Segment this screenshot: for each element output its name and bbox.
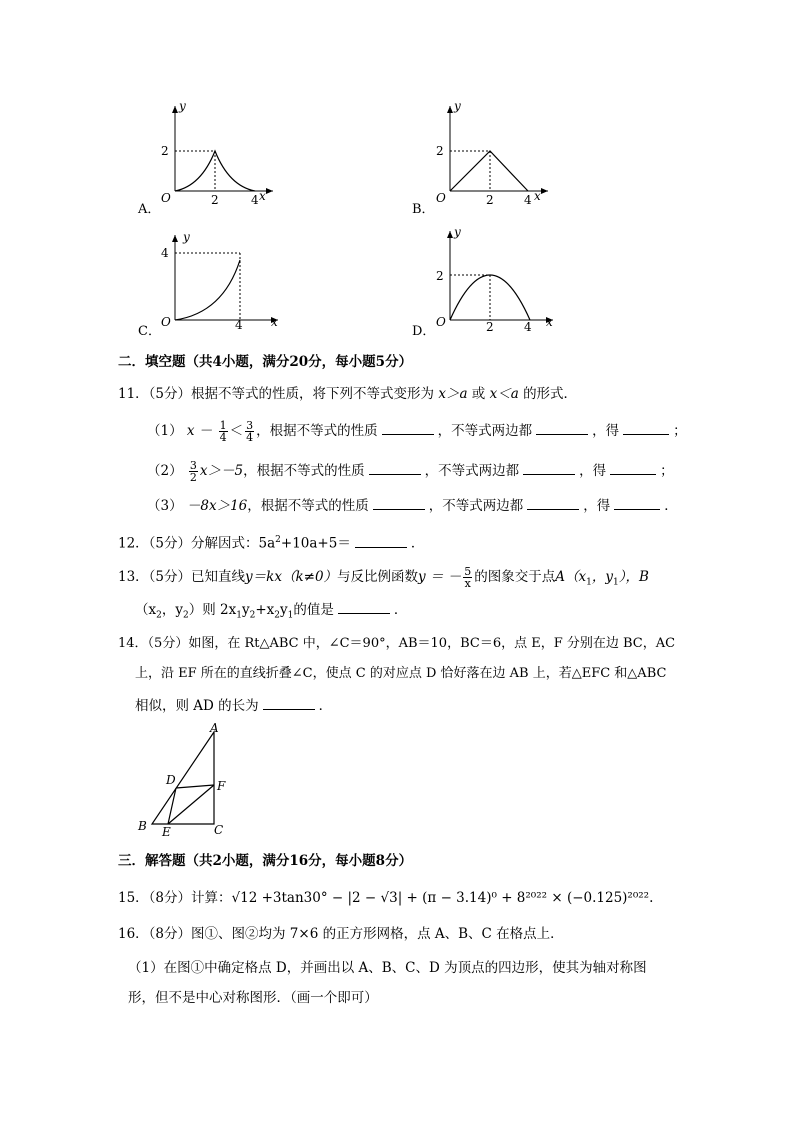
q12 <box>118 530 424 554</box>
q15: 15．（8分）计算：√12 +3tan30° − |2 − √3| + (π − 3.14)⁰ + 8²⁰²² × (−0.125)²⁰²². <box>118 890 654 906</box>
frac-numerator: 3 <box>246 419 254 432</box>
q11-end: ； <box>673 423 687 439</box>
frac-denominator: 2 <box>189 471 197 484</box>
answer-blank[interactable] <box>614 497 660 510</box>
origin-label: O <box>161 191 171 205</box>
q13-text: 的图象交于点 <box>474 569 556 585</box>
x-tick: 4 <box>524 193 532 207</box>
q13-text: y <box>280 602 288 618</box>
origin-label: O <box>436 191 446 205</box>
answer-blank[interactable] <box>382 422 434 435</box>
q14-line2: 上，沿 EF 所在的直线折叠∠C，使点 C 的对应点 D 恰好落在边 AB 上，若△EFC 和△ABC <box>135 666 667 681</box>
vertex-a: A <box>210 721 219 735</box>
y-tick: 4 <box>161 246 169 260</box>
frac-denominator: 4 <box>219 431 227 444</box>
q13-text: ）则 2x <box>188 602 237 618</box>
x-tick: 4 <box>251 193 259 207</box>
q11-text: ，不等式两边都 <box>424 463 520 479</box>
q11-text: ，不等式两边都 <box>437 423 533 439</box>
y-tick: 2 <box>161 144 169 158</box>
q13-point: A（x <box>555 569 587 585</box>
section-3-title: 三．解答题（共2小题，满分16分，每小题8分） <box>118 853 413 869</box>
y-axis-label: y <box>454 99 461 113</box>
x-axis-label: x <box>271 315 278 329</box>
q14-line3 <box>135 696 332 716</box>
q12-rest: +10a+5＝ <box>280 535 351 552</box>
q12-text: 12．（5分）分解因式：5a <box>118 535 276 552</box>
point-e: E <box>162 825 171 839</box>
q11-form2: x＜a <box>489 386 519 402</box>
point-d: D <box>166 773 176 787</box>
q13-line2 <box>135 600 407 626</box>
x-axis-label: x <box>534 189 541 203</box>
y-tick: 2 <box>436 144 444 158</box>
q11-text: ，根据不等式的性质 <box>256 423 378 439</box>
q12-sup: 2 <box>275 535 281 545</box>
q13-sub: 1 <box>287 610 294 621</box>
point-f: F <box>217 779 226 793</box>
option-b-label: B． <box>412 202 435 217</box>
option-a-label: A． <box>138 202 161 217</box>
q13-sub: 2 <box>156 610 162 621</box>
q11-or: 或 <box>471 386 486 402</box>
frac-denominator: 4 <box>246 431 254 444</box>
q14-figure <box>130 720 240 840</box>
q13-text: ，y <box>161 602 183 618</box>
q11-p1-label: （1） <box>147 423 183 439</box>
option-d-label: D． <box>412 324 436 339</box>
q11-p2-frac <box>189 460 198 483</box>
q11-text: ，得 <box>592 423 620 439</box>
q11-p3-label: （3） <box>147 498 183 514</box>
frac-numerator: 5 <box>464 565 472 578</box>
answer-blank[interactable] <box>355 535 407 548</box>
q11-p3-expr: －8x＞16 <box>186 498 248 514</box>
q13-frac <box>463 566 472 589</box>
q13-text: +x <box>255 602 275 618</box>
x-tick: 4 <box>235 318 243 332</box>
frac-numerator: 1 <box>219 419 227 432</box>
answer-blank[interactable] <box>373 497 425 510</box>
q13-line1 <box>118 566 649 593</box>
q14-line1: 14．（5分）如图，在 Rt△ABC 中，∠C＝90°，AB＝10，BC＝6，点 E，F 分别在边 BC，AC <box>118 636 676 651</box>
triangle-figure <box>130 720 240 840</box>
origin-label: O <box>161 315 171 329</box>
y-axis-label: y <box>183 230 190 244</box>
q11-p2-label: （2） <box>147 463 183 479</box>
q11-text: ，得 <box>583 498 611 514</box>
q16-line3: 形，但不是中心对称图形．（画一个即可） <box>128 990 378 1006</box>
x-tick: 4 <box>524 320 532 334</box>
q13-sub: 2 <box>183 610 189 621</box>
answer-blank[interactable] <box>263 697 315 710</box>
x-tick: 2 <box>486 320 494 334</box>
y-tick: 2 <box>436 269 444 283</box>
q13-point: ），B <box>618 569 649 585</box>
q11-part2 <box>147 460 674 483</box>
option-c-label: C． <box>138 324 161 339</box>
q11-p1-frac2 <box>245 420 254 443</box>
q11-stem-text: 11．（5分）根据不等式的性质，将下列不等式变形为 <box>118 386 435 402</box>
q14-end: ． <box>318 698 333 714</box>
q13-sub: 1 <box>613 577 619 588</box>
q13-text: y <box>241 602 250 618</box>
q13-line-eq: y＝kx（k≠0） <box>245 569 338 585</box>
q11-p1-expr: x － <box>186 423 213 439</box>
x-axis-label: x <box>546 315 553 329</box>
q13-text: （x <box>135 602 157 618</box>
answer-blank[interactable] <box>523 462 575 475</box>
answer-blank[interactable] <box>536 422 588 435</box>
q11-end: ． <box>664 498 678 514</box>
q11-part3 <box>147 496 678 516</box>
q14-text: 相似，则 AD 的长为 <box>135 698 259 714</box>
answer-blank[interactable] <box>338 601 390 614</box>
x-tick: 2 <box>486 193 494 207</box>
answer-blank[interactable] <box>527 497 579 510</box>
q11-p1-lt: ＜ <box>229 423 244 439</box>
q13-sub: 1 <box>586 577 592 588</box>
q13-sub: 2 <box>249 610 256 621</box>
q13-point: ，y <box>591 569 614 585</box>
answer-blank[interactable] <box>369 462 421 475</box>
q11-text: ，根据不等式的性质 <box>243 463 365 479</box>
q13-text: 与反比例函数 <box>337 569 419 585</box>
q11-text: ，根据不等式的性质 <box>247 498 369 514</box>
q13-end: ． <box>393 602 408 618</box>
q13-text: 13．（5分）已知直线 <box>118 569 246 585</box>
answer-blank[interactable] <box>623 422 669 435</box>
q11-end: ； <box>660 463 674 479</box>
q11-text: ，得 <box>579 463 607 479</box>
y-axis-label: y <box>179 99 186 113</box>
vertex-c: C <box>214 823 224 837</box>
x-tick: 2 <box>211 193 219 207</box>
q16-line2: （1）在图①中确定格点 D，并画出以 A、B、C、D 为顶点的四边形，使其为轴对称图 <box>128 960 647 976</box>
q12-end: ． <box>410 535 425 552</box>
q11-stem-tail: 的形式． <box>523 386 578 402</box>
vertex-b: B <box>138 819 147 833</box>
q11-part1 <box>147 420 687 443</box>
section-2-title: 二．填空题（共4小题，满分20分，每小题5分） <box>118 354 413 370</box>
q11-stem <box>118 384 577 404</box>
q13-func: y ＝ － <box>418 569 462 585</box>
x-axis-label: x <box>259 189 266 203</box>
q13-text: 的值是 <box>293 602 334 618</box>
frac-denominator: x <box>464 577 471 590</box>
frac-numerator: 3 <box>189 459 197 472</box>
q11-p2-expr: x＞－5 <box>199 463 244 479</box>
answer-blank[interactable] <box>610 462 656 475</box>
q13-sub: 2 <box>274 610 281 621</box>
q16-line1: 16．（8分）图①、图②均为 7×6 的正方形网格，点 A、B、C 在格点上． <box>118 926 564 942</box>
q11-form1: x＞a <box>438 386 468 402</box>
q11-p1-frac1 <box>219 420 228 443</box>
q11-text: ，不等式两边都 <box>428 498 524 514</box>
origin-label: O <box>436 315 446 329</box>
y-axis-label: y <box>454 225 461 239</box>
q13-sub: 1 <box>236 610 242 621</box>
